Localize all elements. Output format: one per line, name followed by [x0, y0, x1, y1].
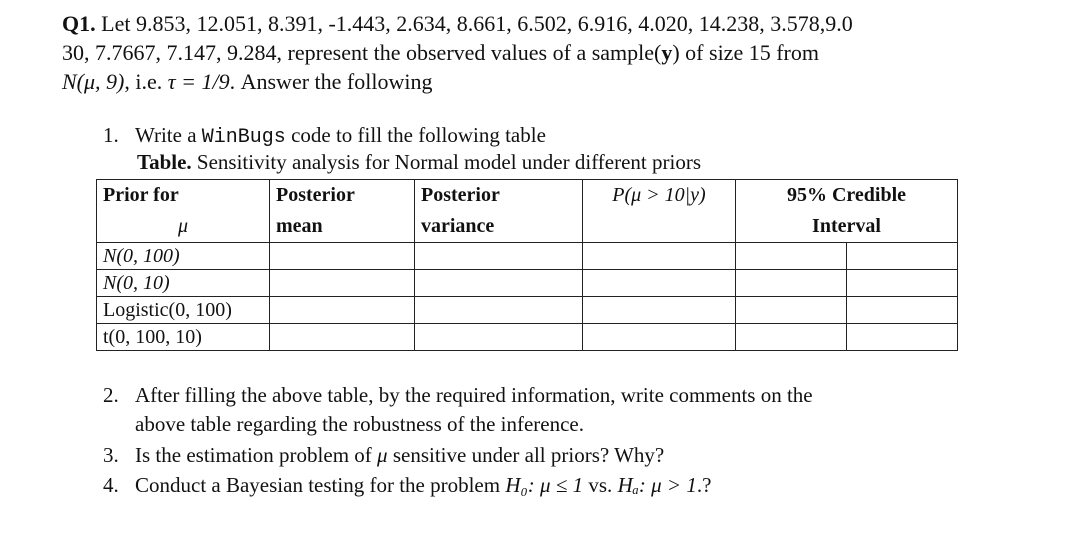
- mu-symbol: μ: [377, 443, 388, 467]
- table-caption: [137, 150, 701, 175]
- table-header-row: [97, 180, 958, 212]
- distribution: N(μ, 9): [62, 69, 125, 94]
- header-post-var-2: variance: [415, 211, 583, 243]
- sensitivity-table: [96, 179, 958, 351]
- header-post-mean-2: mean: [270, 211, 415, 243]
- item-text: sensitive under all priors? Why?: [387, 443, 665, 467]
- table-row: [97, 297, 958, 324]
- question-line2: 30, 7.7667, 7.147, 9.284, represent the observed values of a sample(: [62, 40, 662, 65]
- item-text: above table regarding the robustness of the inference.: [135, 412, 584, 436]
- sample-y: y: [661, 40, 673, 65]
- header-post-var: Posterior: [415, 180, 583, 212]
- item-3: [103, 441, 664, 470]
- item-4: [103, 471, 711, 500]
- prior-cell: N(0, 10): [97, 270, 270, 297]
- table-header-row: [97, 211, 958, 243]
- item-1: [103, 121, 546, 152]
- question-text: [62, 9, 1062, 96]
- prior-cell: Logistic(0, 100): [97, 297, 270, 324]
- question-line3-end: . Answer the following: [229, 69, 433, 94]
- item-text: Write a: [135, 123, 202, 147]
- item-text: .?: [696, 473, 712, 497]
- prior-cell: t(0, 100, 10): [97, 324, 270, 351]
- header-prob-blank: [583, 211, 736, 243]
- header-mu: μ: [97, 211, 270, 243]
- question-line1: Let 9.853, 12.051, 8.391, -1.443, 2.634, 8.661, 6.502, 6.916, 4.020, 14.238, 3.578,9.0: [101, 11, 853, 36]
- item-text: After filling the above table, by the required information, write comments on the: [135, 383, 813, 407]
- question-number: Q1.: [62, 11, 96, 36]
- item-number: 2.: [103, 383, 119, 407]
- item-number: 3.: [103, 443, 119, 467]
- caption-text: Sensitivity analysis for Normal model under different priors: [191, 150, 702, 174]
- null-hypothesis: H₀: μ ≤ 1: [505, 473, 584, 497]
- header-prior: Prior for: [97, 180, 270, 212]
- ie-text: , i.e.: [124, 69, 168, 94]
- header-post-mean: Posterior: [270, 180, 415, 212]
- tau-value: τ = 1/9: [167, 69, 230, 94]
- table-row: [97, 270, 958, 297]
- question-line2-end: ) of size 15 from: [672, 40, 819, 65]
- vs-text: vs.: [583, 473, 618, 497]
- item-text: Conduct a Bayesian testing for the problem: [135, 473, 506, 497]
- header-ci: 95% Credible: [736, 180, 958, 212]
- item-number: 1.: [103, 123, 119, 147]
- item-2: [103, 381, 1003, 439]
- table-row: [97, 243, 958, 270]
- caption-label: Table.: [137, 150, 192, 174]
- table-row: [97, 324, 958, 351]
- item-text: code to fill the following table: [285, 123, 546, 147]
- prior-cell: N(0, 100): [97, 243, 270, 270]
- code-word: WinBugs: [201, 126, 286, 149]
- header-prob: P(μ > 10|y): [583, 180, 736, 212]
- alt-hypothesis: Hₐ: μ > 1: [617, 473, 697, 497]
- header-ci-2: Interval: [736, 211, 958, 243]
- item-number: 4.: [103, 473, 119, 497]
- item-text: Is the estimation problem of: [135, 443, 378, 467]
